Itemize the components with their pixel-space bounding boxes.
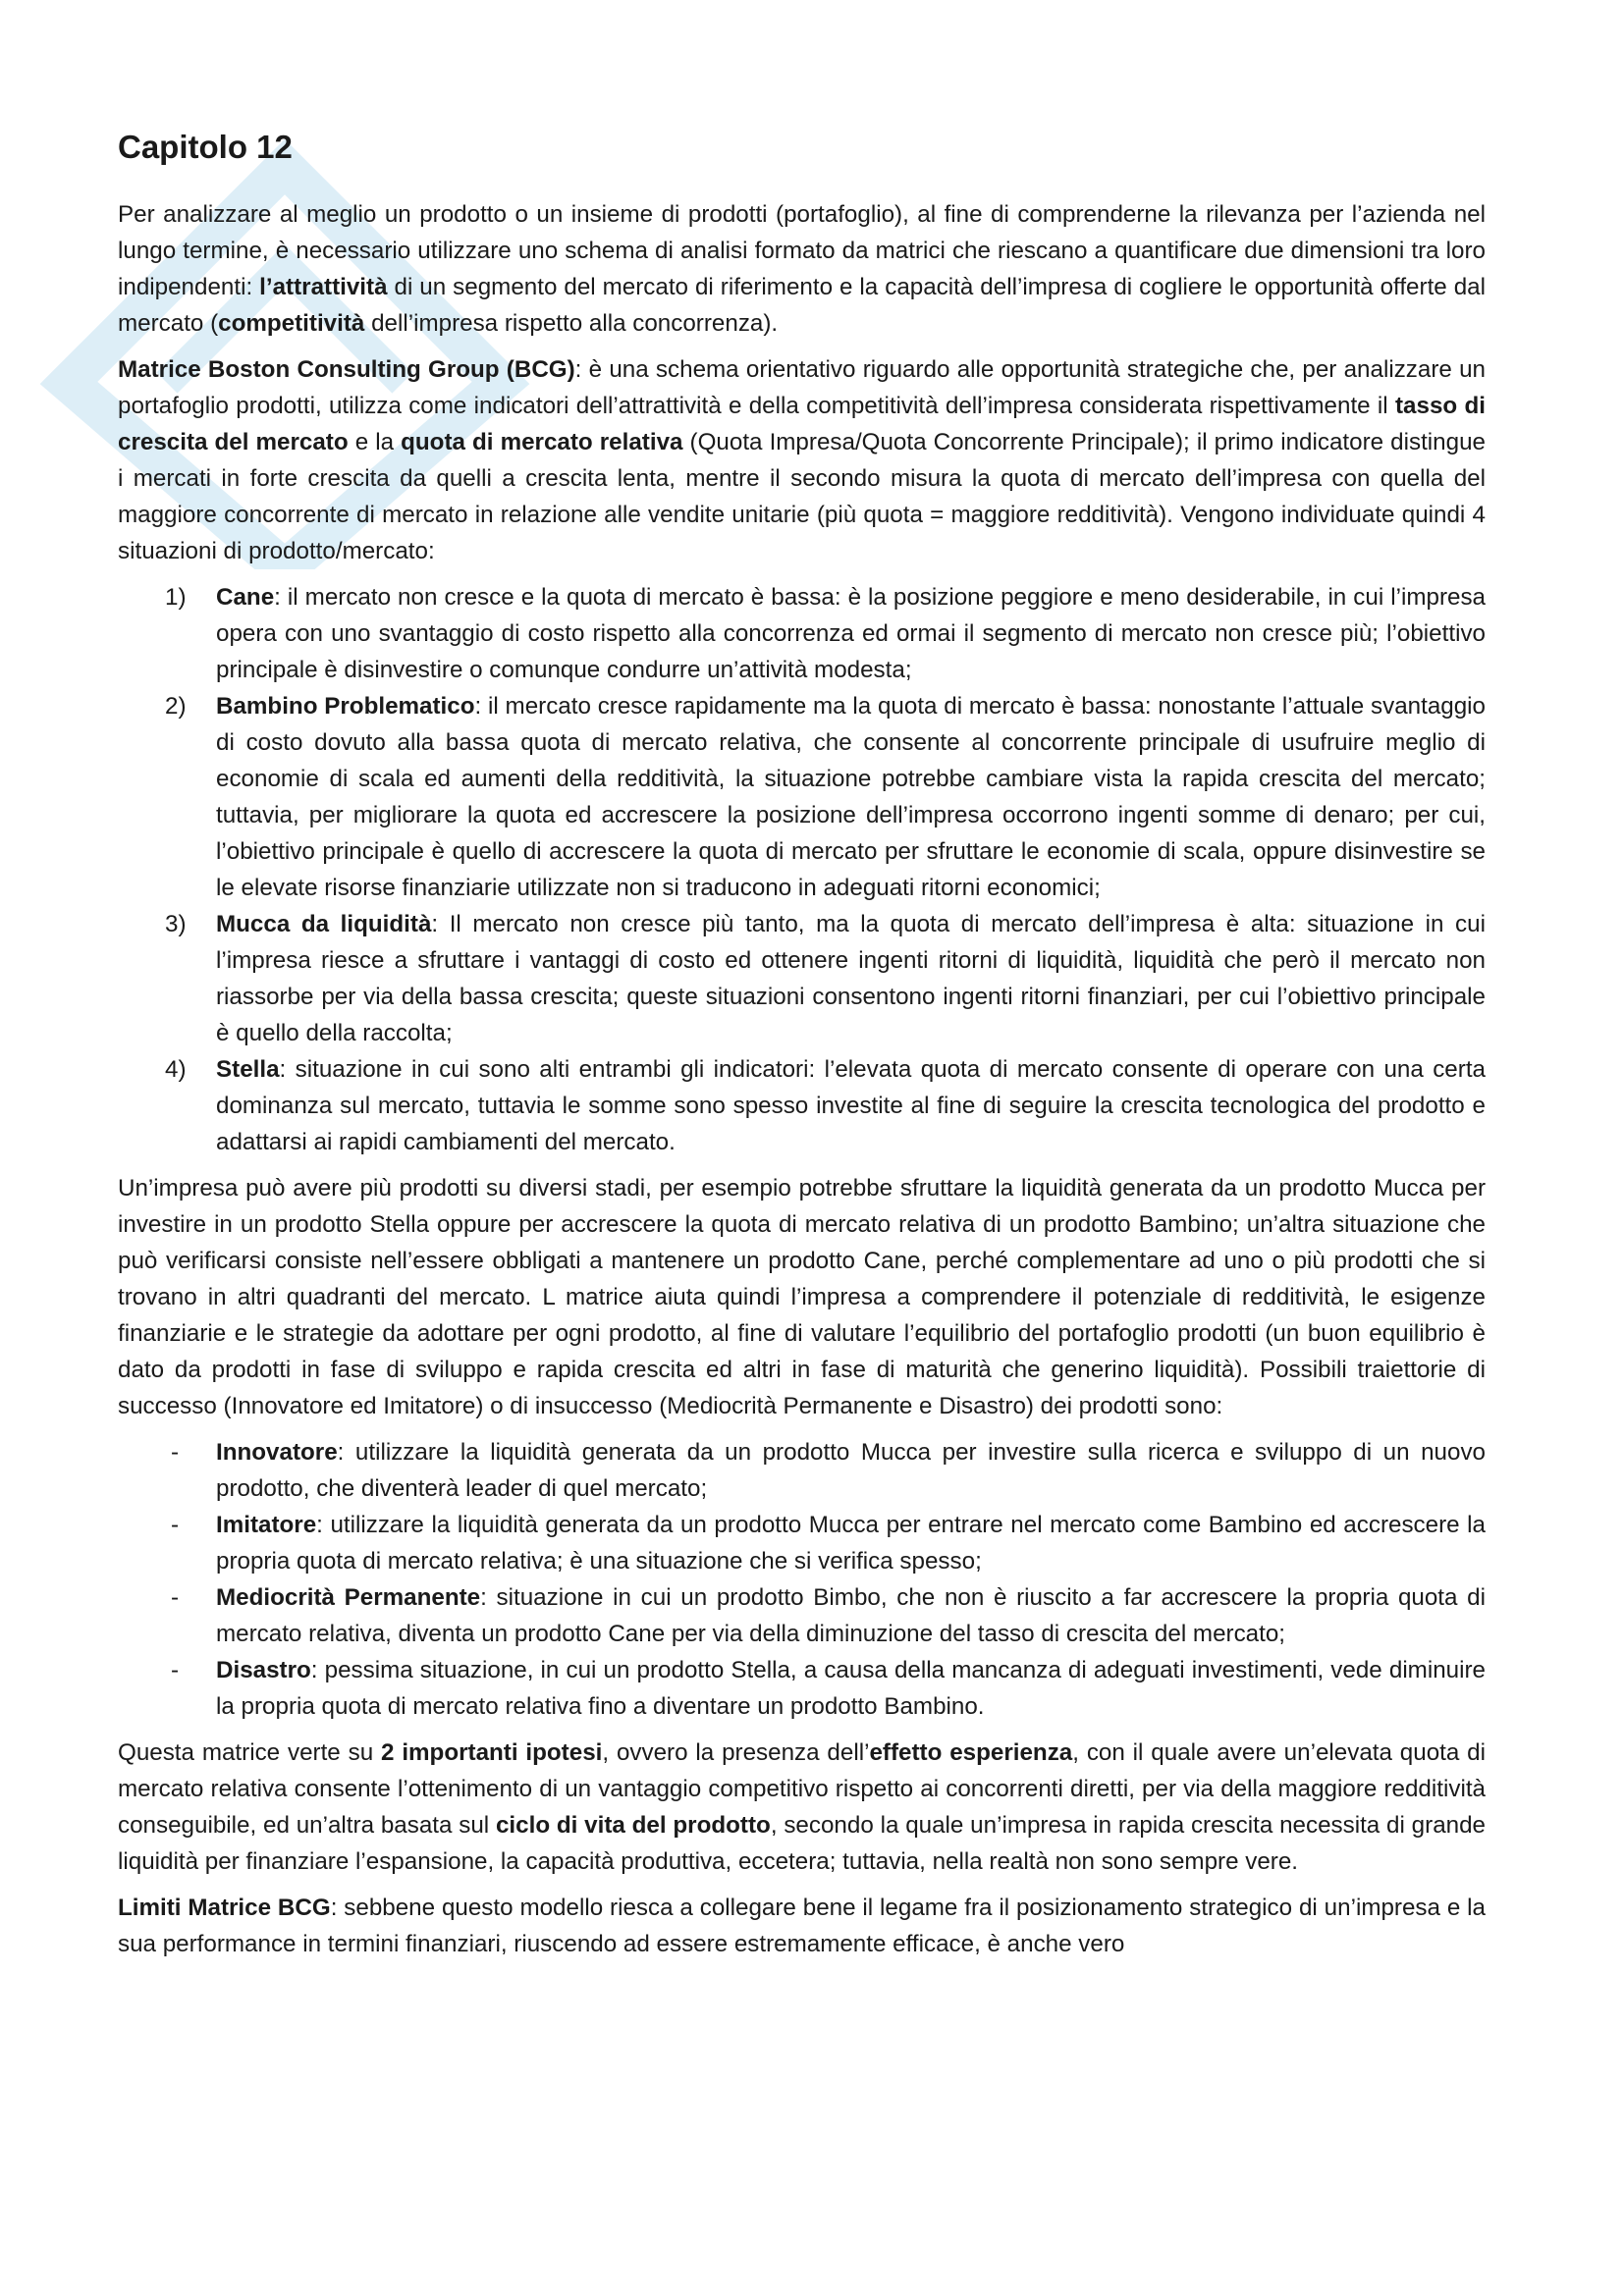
limits-paragraph: Limiti Matrice BCG: sebbene questo modello riesca a collegare bene il legame fra il posizionamento strategico di un’impresa e la sua performance in termini finanziari, riuscendo ad essere estremamente efficace, è anche vero [118, 1894, 1486, 1957]
list-item: - Innovatore: utilizzare la liquidità generata da un prodotto Mucca per investire sulla ricerca e sviluppo di un nuovo prodotto, che diventerà leader di quel mercato; [171, 1438, 1486, 1502]
bcg-paragraph: Matrice Boston Consulting Group (BCG): è una schema orientativo riguardo alle opportunità strategiche che, per analizzare un portafoglio prodotti, utilizza come indicatori dell’attrattività e della competitività dell’impresa considerata rispettivamente il tasso di crescita del mercato e la quota di mercato relativa (Quota Impresa/Quota Concorrente Principale); il primo indicatore distingue i mercati in forte crescita da quelli a crescita lenta, mentre il secondo misura la quota di mercato dell’impresa con quella del maggiore concorrente di mercato in relazione alle vendite unitarie (più quota = maggiore redditività). Vengono individuate quindi 4 situazioni di prodotto/mercato: [118, 355, 1486, 564]
list-item: 1) Cane: il mercato non cresce e la quota di mercato è bassa: è la posizione peggiore e meno desiderabile, in cui l’impresa opera con uno svantaggio di costo rispetto alla concorrenza ed ormai il segmento di mercato non cresce più; l’obiettivo principale è disinvestire o comunque condurre un’attività modesta; [165, 583, 1486, 683]
document-page [118, 118, 1486, 1972]
list-item: 3) Mucca da liquidità: Il mercato non cresce più tanto, ma la quota di mercato dell’impresa è alta: situazione in cui l’impresa riesce a sfruttare i vantaggi di costo ed ottenere ingenti ritorni di liquidità, liquidità che però il mercato non riassorbe per via della bassa crescita; queste situazioni consentono ingenti ritorni finanziari, per cui l’obiettivo principale è quello della raccolta; [165, 910, 1486, 1046]
list-item: - Imitatore: utilizzare la liquidità generata da un prodotto Mucca per entrare nel mercato come Bambino ed accrescere la propria quota di mercato relativa; è una situazione che si verifica spesso; [171, 1511, 1486, 1575]
list-item: - Disastro: pessima situazione, in cui un prodotto Stella, a causa della mancanza di adeguati investimenti, vede diminuire la propria quota di mercato relativa fino a diventare un prodotto Bambino. [171, 1656, 1486, 1720]
hypotheses-paragraph: Questa matrice verte su 2 importanti ipotesi, ovvero la presenza dell’effetto esperienza, con il quale avere un’elevata quota di mercato relativa consente l’ottenimento di un vantaggio competitivo rispetto ai concorrenti diretti, per via della maggiore redditività conseguibile, ed un’altra basata sul ciclo di vita del prodotto, secondo la quale un’impresa in rapida crescita necessita di grande liquidità per finanziare l’espansione, la capacità produttiva, eccetera; tuttavia, nella realtà non sono sempre vere. [118, 1738, 1487, 1875]
page-title: Capitolo 12 [118, 129, 293, 165]
list-item: 2) Bambino Problematico: il mercato cresce rapidamente ma la quota di mercato è bassa: nonostante l’attuale svantaggio di costo dovuto alla bassa quota di mercato relativa, che consente al concorrente principale di usufruire meglio di economie di scala ed aumenti della redditività, la situazione potrebbe cambiare vista la rapida crescita del mercato; tuttavia, per migliorare la quota ed accrescere la posizione dell’impresa occorrono ingenti somme di denaro; per cui, l’obiettivo principale è quello di accrescere la quota di mercato per sfruttare le economie di scala, oppure disinvestire se le elevate risorse finanziarie utilizzate non si traducono in adeguati ritorni economici; [165, 692, 1486, 901]
trajectories-list [118, 1434, 1486, 1725]
portfolio-paragraph: Un’impresa può avere più prodotti su diversi stadi, per esempio potrebbe sfruttare la liquidità generata da un prodotto Mucca per investire in un prodotto Stella oppure per accrescere la quota di mercato relativa di un prodotto Bambino; un’altra situazione che può verificarsi consiste nell’essere obbligati a mantenere un prodotto Cane, perché complementare ad uno o più prodotti che si trovano in altri quadranti del mercato. L matrice aiuta quindi l’impresa a comprendere il potenziale di redditività, le esigenze finanziarie e le strategie da adottare per ogni prodotto, al fine di valutare l’equilibrio del portafoglio prodotti (un buon equilibrio è dato da prodotti in fase di sviluppo e rapida crescita ed altri in fase di maturità che generino liquidità). Possibili traiettorie di successo (Innovatore ed Imitatore) o di insuccesso (Mediocrità Permanente e Disastro) dei prodotti sono: [118, 1174, 1486, 1419]
situations-list [118, 579, 1486, 1160]
list-item: 4) Stella: situazione in cui sono alti entrambi gli indicatori: l’elevata quota di mercato consente di operare con una certa dominanza sul mercato, tuttavia le somme sono spesso investite al fine di seguire la crescita tecnologica del prodotto e adattarsi ai rapidi cambiamenti del mercato. [165, 1055, 1486, 1155]
list-item: - Mediocrità Permanente: situazione in cui un prodotto Bimbo, che non è riuscito a far accrescere la propria quota di mercato relativa, diventa un prodotto Cane per via della diminuzione del tasso di crescita del mercato; [171, 1583, 1486, 1647]
intro-paragraph: Per analizzare al meglio un prodotto o un insieme di prodotti (portafoglio), al fine di comprenderne la rilevanza per l’azienda nel lungo termine, è necessario utilizzare uno schema di analisi formato da matrici che riescano a quantificare due dimensioni tra loro indipendenti: l’attrattività di un segmento del mercato di riferimento e la capacità dell’impresa di cogliere le opportunità offerte dal mercato (competitività dell’impresa rispetto alla concorrenza). [118, 200, 1486, 337]
